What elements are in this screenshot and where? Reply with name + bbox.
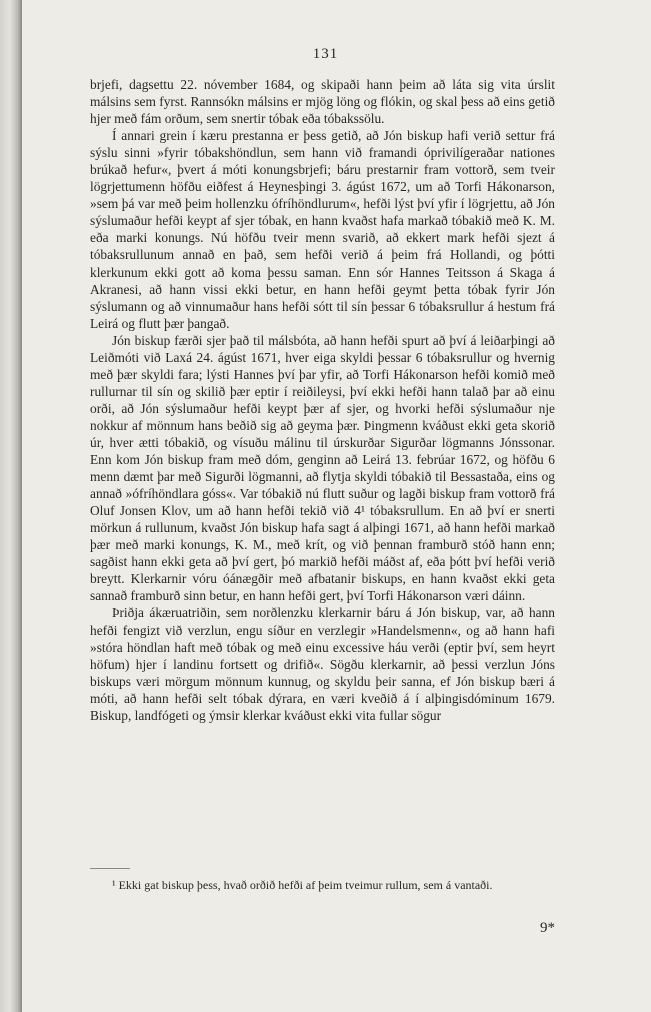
body-text	[90, 76, 555, 724]
page-number: 131	[312, 46, 339, 62]
paragraph: Jón biskup færði sjer það til málsbóta, að hann hefði spurt að því á leiðarþingi að Leiðmóti við Laxá 24. ágúst 1671, hver eiga skyldi þessar 6 tóbaksrullur og hvernig með þær skyldi fara; lýsti Hannes því þar yfir, að Torfi Hákonarson hefði komið með rullurnar til sín og skilið þær eptir í reiðileysi, því ekki hefði hann talað þar að einu orði, að Jón sýslumaður hefði keypt þær af sjer, og hvorki hefði sýslumaður nje nokkur af mönnum hans beðið sig að geyma þær. Þingmenn kváðust ekki geta skorið úr, hver ætti tóbakið, og vísuðu málinu til úrskurðar Sigurðar lögmanns Jónssonar. Enn kom Jón biskup fram með dóm, genginn að Leirá 13. febrúar 1672, og höfðu 6 menn dæmt þar með Sigurði lögmanni, að flytja skyldi tóbakið til Bessastaða, eins og annað »ófríhöndlara góss«. Var tóbakið nú flutt suður og lagði biskup fram vottorð frá Oluf Jonsen Klov, um að hann hefði tekið við 4¹ tóbaksrullum. En að því er snerti mörkun á rullunum, kvaðst Jón biskup hafa sagt á alþingi 1671, að hann hefði markað þær með marki konungs, K. M., með krít, og við þennan framburð stóð hann enn; sagðist hann ekki geta að því gert, þó markið hefði máðst af, eða þótt því hefði verið breytt. Klerkarnir vóru óánægðir með afbatanir biskups, en hann kvaðst ekki geta sannað framburð sinn betur, en hann hefði gert, því Torfi Hákonarson væri dáinn.	[90, 332, 555, 604]
paragraph: brjefi, dagsettu 22. nóvember 1684, og skipaði hann þeim að láta sig vita úrslit málsins sem fyrst. Rannsókn málsins er mjög löng og flókin, og skal þess að eins getið hjer með fám orðum, sem snertir tóbak eða tóbakssölu.	[90, 77, 555, 127]
signature-mark: 9*	[540, 920, 555, 936]
paragraph: Í annari grein í kæru prestanna er þess getið, að Jón biskup hafi verið settur frá sýslu sinni »fyrir tóbakshöndlun, sem hann við framandi óprivilígeraðar nationes brúkað hefur«, þvert á móti konungsbrjefi; báru prestarnir fram vottorð, sem tveir lögrjettumenn höfðu eiðfest á Heynesþingi 3. ágúst 1672, um að Torfi Hákonarson, »sem þá var með þeim hollenzku ófríhöndlurum«, hefði lýst því yfir í lögrjettu, að Jón sýslumaður hefði keypt af sjer tóbak, en hann kvaðst hafa markað tóbakið með K. M. eða marki konungs. Nú höfðu tveir menn svarið, að ekkert mark hefði sjezt á tóbaksrullunum annað en það, sem hefði verið á þeim frá Hollandi, og þótti klerkunum ekki gott að koma þessu saman. Enn sór Hannes Teitsson á Skaga á Akranesi, að hann vissi ekki betur, en hann hefði geymt þetta tóbak fyrir Jón sýslumann og að vinnumaður hans hefði sótt til sín þessar 6 tóbaksrullur á hestum frá Leirá og flutt þær þangað.	[90, 128, 555, 331]
paragraph: Þriðja ákæruatriðin, sem norðlenzku klerkarnir báru á Jón biskup, var, að hann hefði fengizt við verzlun, engu síður en verzlegir »Handelsmenn«, og að hann hafi »stóra höndlan haft með tóbak og með einu excessive háu verði (eptir því, sem heyrt höfum) hjer í landinu fortsett og drifið«. Sögðu klerkarnir, að þessi verzlun Jóns biskups væri mörgum mönnum kunnug, og skyldu þeir sanna, ef Jón biskup bæri á móti, að hann hefði selt tóbak dýrara, en væri kveðið á í alþingisdóminum 1679. Biskup, landfógeti og ýmsir klerkar kváðust ekki vita fullar sögur	[90, 605, 555, 723]
footnote-divider	[90, 868, 130, 869]
footnote: ¹ Ekki gat biskup þess, hvað orðið hefði af þeim tveimur rullum, sem á vantaði.	[112, 878, 493, 892]
page-binding-edge	[0, 0, 22, 1012]
